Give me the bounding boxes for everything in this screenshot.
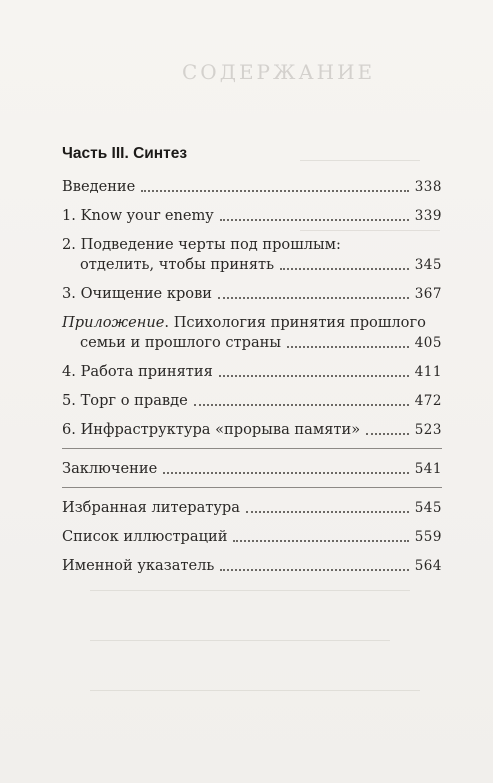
leader-dots [141,189,408,192]
leader-dots [220,218,409,221]
toc-entry-label: Список иллюстраций [62,528,228,545]
leader-dots [219,374,409,377]
leader-dots [246,510,409,513]
toc-entry-label: отделить, чтобы принять [80,256,275,273]
toc-entry-illustrations[interactable] [62,527,442,547]
show-through-title: СОДЕРЖАНИЕ [182,60,376,84]
leader-dots [218,296,409,299]
toc-entry-chapter-1[interactable] [62,206,442,226]
toc-entry-label: Введение [62,178,136,195]
toc-entry-page: 545 [414,500,442,516]
toc-entry-chapter-6[interactable] [62,420,442,440]
table-of-contents [62,145,442,576]
toc-entry-label: Заключение [62,460,158,477]
toc-entry-label: семьи и прошлого страны [80,334,282,351]
show-through-line [90,590,410,591]
toc-entry-page: 541 [414,461,442,477]
toc-entry-page: 523 [414,422,442,438]
toc-entry-appendix[interactable] [62,313,442,353]
toc-entry-page: 472 [414,393,442,409]
appendix-label-rest: . Психология принятия прошлого [164,314,426,331]
part-title: Часть III. Синтез [62,145,188,162]
toc-entry-label-line1: 2. Подведение черты под прошлым: [62,236,341,253]
leader-dots [163,471,408,474]
toc-entry-chapter-5[interactable] [62,391,442,411]
toc-entry-bibliography[interactable] [62,498,442,518]
toc-entry-page: 405 [414,335,442,351]
section-divider [62,448,442,449]
toc-entry-label: 6. Инфраструктура «прорыва памяти» [62,421,361,438]
show-through-line [90,640,390,641]
show-through-line [90,690,420,691]
leader-dots [287,345,409,348]
toc-entry-label: Избранная литература [62,499,240,516]
toc-entry-page: 367 [414,286,442,302]
leader-dots [280,267,409,270]
toc-entry-label: 3. Очищение крови [62,285,213,302]
appendix-italic-label: Приложение [62,314,165,331]
toc-entry-label: 4. Работа принятия [62,363,213,380]
toc-entry-label: Именной указатель [62,557,215,574]
section-divider [62,487,442,488]
toc-entry-page: 411 [414,364,442,380]
toc-entry-conclusion[interactable] [62,459,442,479]
leader-dots [233,539,408,542]
leader-dots [194,403,409,406]
toc-entry-label: 5. Торг о правде [62,392,188,409]
toc-entry-page: 345 [414,257,442,273]
toc-entry-page: 338 [414,179,442,195]
toc-entry-chapter-4[interactable] [62,362,442,382]
leader-dots [366,432,409,435]
toc-entry-chapter-3[interactable] [62,284,442,304]
toc-entry-label: 1. Know your enemy [62,207,214,224]
toc-entry-intro[interactable] [62,177,442,197]
toc-entry-page: 339 [414,208,442,224]
toc-entry-name-index[interactable] [62,556,442,576]
toc-entry-chapter-2[interactable] [62,235,442,275]
toc-entry-page: 564 [414,558,442,574]
leader-dots [220,568,408,571]
toc-entry-page: 559 [414,529,442,545]
toc-entry-label-line1 [62,313,442,333]
